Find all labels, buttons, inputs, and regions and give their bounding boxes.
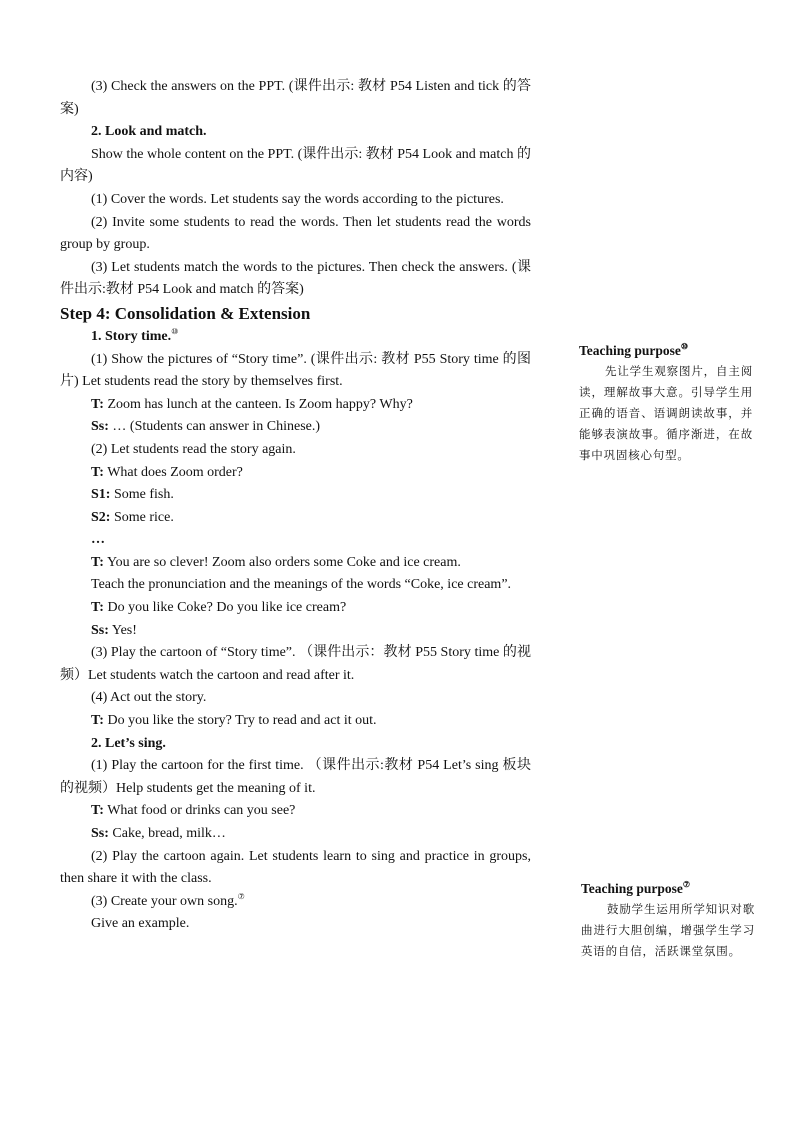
text: (4) Act out the story. (91, 690, 207, 706)
bold-text: T: (91, 803, 104, 819)
paragraph (60, 823, 531, 846)
teaching-purpose-note-10 (579, 340, 753, 466)
lesson-plan-body (60, 76, 531, 936)
bold-text: 2. Let’s sing. (91, 735, 166, 751)
paragraph (60, 394, 531, 417)
note-text: 先让学生观察图片，自主阅读，理解故事大意。引导学生用正确的语音、语调朗读故事，并能够表演故事。循序渐进，在故事中巩固核心句型。 (579, 364, 753, 462)
paragraph (60, 189, 531, 212)
text: Some rice. (110, 509, 174, 525)
footnote-mark: ⑦ (237, 891, 245, 901)
paragraph (60, 913, 531, 936)
paragraph (60, 733, 531, 756)
text: (3) Check the answers on the PPT. (课件出示: 教材 P54 Listen and tick 的答案) (60, 79, 531, 117)
paragraph (60, 846, 531, 891)
bold-text: 1. Story time. (91, 328, 172, 344)
paragraph (60, 326, 531, 349)
paragraph (60, 484, 531, 507)
paragraph (60, 800, 531, 823)
text: … (Students can answer in Chinese.) (108, 419, 321, 435)
paragraph (60, 710, 531, 733)
text: Give an example. (91, 916, 190, 932)
paragraph (60, 144, 531, 189)
paragraph (60, 620, 531, 643)
text: (2) Play the cartoon again. Let students learn to sing and practice in groups, then share it with the class. (60, 848, 531, 887)
text: Teach the pronunciation and the meanings of the words “Coke, ice cream”. (91, 577, 512, 593)
paragraph (60, 687, 531, 710)
footnote-mark: ⑩ (171, 326, 179, 336)
text: (1) Show the pictures of “Story time”. (课件出示: 教材 P55 Story time 的图片) Let students read the story by themselves first. (60, 351, 531, 390)
bold-text: S2: (91, 509, 111, 525)
text: (1) Cover the words. Let students say the words according to the pictures. (91, 191, 504, 207)
paragraph (60, 529, 531, 552)
footnote-mark: ⑦ (682, 880, 691, 889)
paragraph (60, 121, 531, 144)
bold-text: T: (91, 396, 104, 412)
text: (3) Create your own song. (91, 893, 238, 909)
text: Do you like Coke? Do you like ice cream? (103, 600, 347, 616)
text: (2) Let students read the story again. (91, 441, 296, 457)
note-title: Teaching purpose⑩ (579, 342, 689, 358)
text: Step 4: Consolidation & Extension (60, 303, 311, 323)
teaching-purpose-note-7 (581, 878, 755, 962)
text: (3) Play the cartoon of “Story time”. （课件出示：教材 P55 Story time 的视频）Let students watch the cartoon and read after it. (60, 645, 531, 683)
bold-text: Ss: (91, 826, 109, 841)
text: (3) Let students match the words to the pictures. Then check the answers. (课件出示:教材 P54 Look and match 的答案) (60, 259, 531, 298)
bold-text: S1: (91, 487, 111, 503)
paragraph (60, 507, 531, 530)
bold-text: T: (91, 600, 104, 616)
note-title: Teaching purpose⑦ (581, 880, 691, 896)
text: Yes! (108, 622, 137, 638)
paragraph (60, 642, 531, 687)
text: (1) Play the cartoon for the first time. （课件出示:教材 P54 Let’s sing 板块的视频）Help students get the meaning of it. (60, 758, 531, 796)
footnote-mark: ⑩ (680, 342, 689, 351)
paragraph (60, 349, 531, 394)
bold-text: T: (91, 464, 104, 480)
bold-text: 2. Look and match. (91, 124, 207, 140)
paragraph (60, 257, 531, 302)
text: (2) Invite some students to read the words. Then let students read the words group by group. (60, 214, 531, 253)
bold-text: T: (91, 713, 104, 729)
text: You are so clever! Zoom also orders some Coke and ice cream. (103, 554, 461, 570)
paragraph (60, 416, 531, 439)
text: Show the whole content on the PPT. (课件出示: 教材 P54 Look and match 的内容) (60, 146, 531, 185)
bold-text: … (91, 532, 105, 548)
paragraph (60, 597, 531, 620)
text: What food or drinks can you see? (103, 803, 296, 819)
bold-text: Ss: (91, 622, 109, 638)
paragraph (60, 891, 531, 914)
text: Cake, bread, milk… (108, 826, 226, 841)
paragraph (60, 552, 531, 575)
text: Some fish. (110, 487, 174, 503)
paragraph (60, 439, 531, 462)
note-text: 鼓励学生运用所学知识对歌曲进行大胆创编，增强学生学习英语的自信，活跃课堂氛围。 (581, 902, 755, 958)
paragraph (60, 76, 531, 121)
bold-text: T: (91, 554, 104, 570)
bold-text: Ss: (91, 419, 109, 435)
text: What does Zoom order? (103, 464, 243, 480)
paragraph (60, 212, 531, 257)
paragraph (60, 462, 531, 485)
text: Do you like the story? Try to read and act it out. (103, 713, 377, 729)
paragraph (60, 755, 531, 800)
step-heading (60, 302, 531, 326)
text: Zoom has lunch at the canteen. Is Zoom happy? Why? (103, 396, 413, 412)
paragraph (60, 574, 531, 597)
